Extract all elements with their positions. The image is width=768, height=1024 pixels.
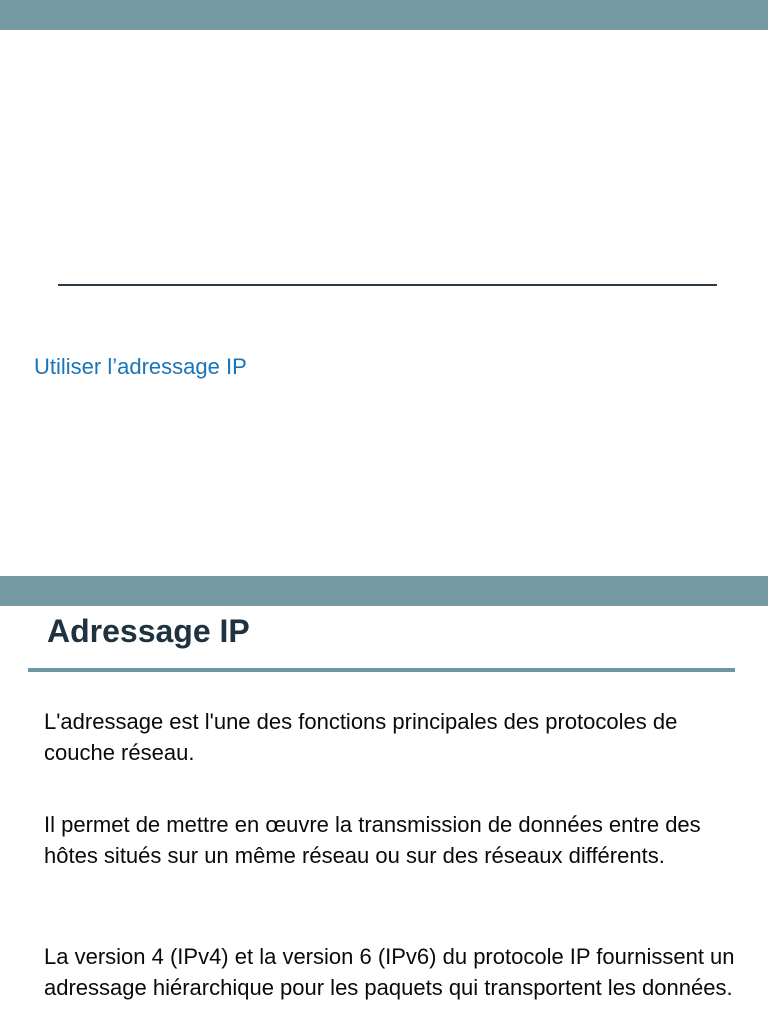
divider-line <box>58 284 717 286</box>
slide-header-bar <box>0 576 768 606</box>
body-paragraph: La version 4 (IPv4) et la version 6 (IPv6) du protocole IP fournissent un adressage hiérarchique pour les paquets qui transportent les données. <box>44 944 735 1000</box>
body-paragraph: Il permet de mettre en œuvre la transmission de données entre des hôtes situés sur un même réseau ou sur des réseaux différents. <box>44 812 701 868</box>
content-slide <box>0 576 768 1024</box>
title-underline <box>28 668 735 672</box>
body-paragraph: L'adressage est l'une des fonctions principales des protocoles de couche réseau. <box>44 709 678 765</box>
slide-title: Adressage IP <box>47 613 250 649</box>
section-subtitle: Utiliser l’adressage IP <box>34 354 247 379</box>
slide-header-bar <box>0 0 768 30</box>
